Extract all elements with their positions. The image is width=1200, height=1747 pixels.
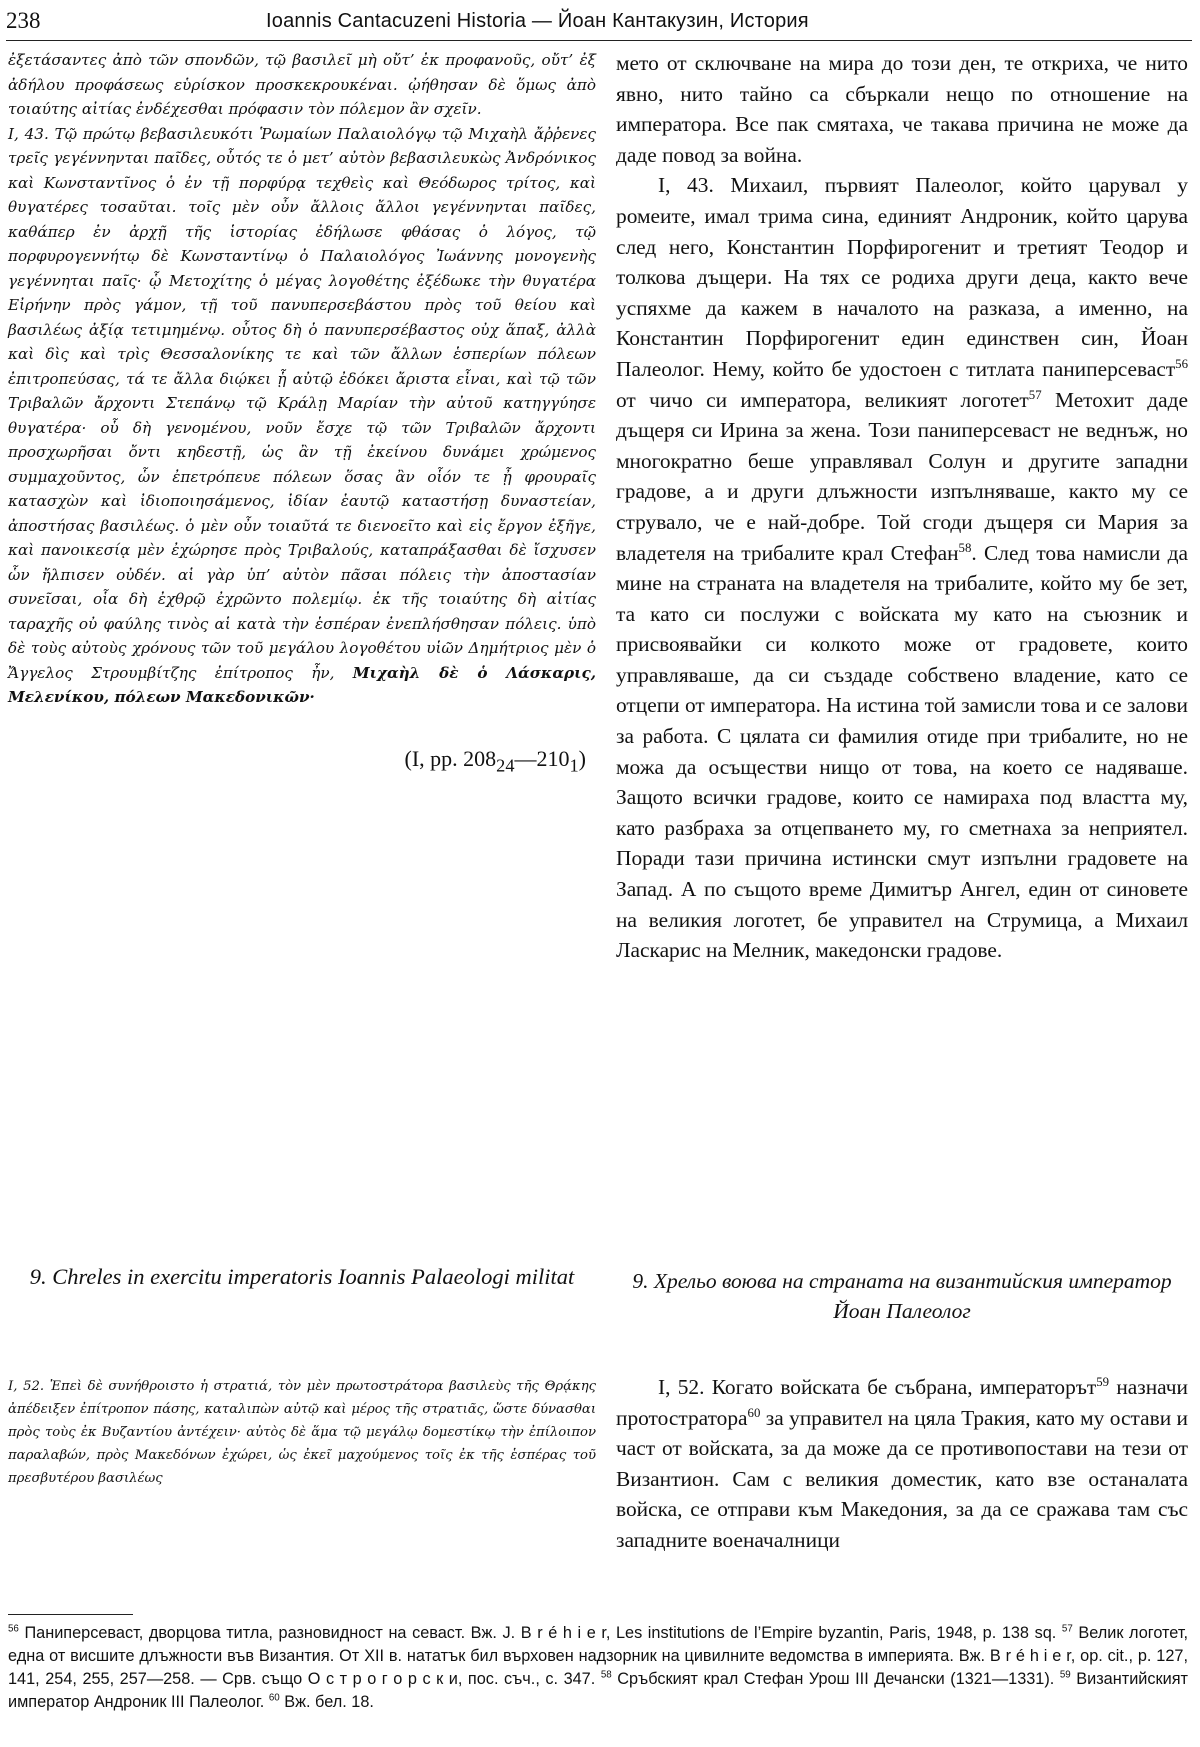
greek-text-intro: ἐξετάσαντες ἀπὸ τῶν σπονδῶν, τῷ βασιλεῖ μὴ οὔτ’ ἐκ προφανοῦς, οὔτ’ ἐξ ἀδήλου προφάσεως εὑρίσκον προσκεκρουκέναι. ᾠήθησαν δὲ ὅμως ἀπὸ τοιαύτης αἰτίας ἐνδέχεσθαι πρόφασιν τὸν πόλεμον ἂν σχεῖν. bbox=[8, 51, 596, 118]
bulgarian-paragraph-52: I, 52. Когато войската бе събрана, императорът$^{59}$ назначи протостратора$^{60}$ за управител на цяла Тракия, като му остави и част от войската, за да може да се противопостави на тези от Византион. Сам с великия доместик, като взе останалата войска, се отправи към Македония, за да се сражава там със западните военачалници bbox=[616, 1374, 1188, 1552]
greek-paragraph-52: I, 52. Ἐπεὶ δὲ συνήθροιστο ἡ στρατιά, τὸν μὲν πρωτοστράτορα βασιλεὺς τῆς Θρᾴκης ἀπέδειξεν ἐπίτροπον πάσης, καταλιπὼν αὐτῷ καὶ μέρος τῆς στρατιᾶς, ὥστε δύνασθαι πρὸς τοὺς ἐκ Βυζαντίου ἀντέχειν· αὐτὸς δὲ ἅμα τῷ μεγάλῳ δομεστίκῳ τὴν ἐπίλοιπον παραλαβών, πρὸς Μακεδόνων ἐχώρει, ὡς ἐκεῖ μαχούμενος τοῖς ἐκ τῆς ἑσπέρας τοῦ πρεσβυτέρου βασιλέως bbox=[8, 1379, 596, 1486]
section-title-bulgarian: 9. Хрельо воюва на страната на византийския император Йоан Палеолог bbox=[632, 1269, 1172, 1323]
page-number: 238 bbox=[6, 8, 41, 33]
greek-paragraph-text: Τῷ πρώτῳ βεβασιλευκότι Ῥωμαίων Παλαιολόγῳ τῷ Μιχαὴλ ἄῤῥενες τρεῖς γεγέννηνται παῖδες, οὗτός τε ὁ μετ’ αὐτὸν βεβασιλευκὼς Ἀνδρόνικος καὶ Κωνσταντῖνος ὁ ἐν τῇ πορφύρᾳ τεχθεὶς καὶ Θεόδωρος τρίτος, καὶ θυγατέρες τοσαῦται. τοῖς μὲν οὖν ἄλλοις ἄλλοι γεγέννηνται παῖδες, καθάπερ ἐν ἀρχῇ τῆς ἱστορίας ἐδήλωσε φθάσας ὁ λόγος, τῷ πορφυρογεννήτῳ δὲ Κωνσταντίνῳ ὁ Παλαιολόγος Ἰωάννης μονογενὴς γεγέννηται παῖς· ᾧ Μετοχίτης ὁ μέγας λογοθέτης ἐξέδωκε τὴν θυγατέρα Εἰρήνην πρὸς γάμον, τῇ τοῦ πανυπερσεβάστου πρὸς τοῦ θείου καὶ βασιλέως ἀξίᾳ τετιμημένῳ. οὗτος δὴ ὁ πανυπερσέβαστος οὐχ ἅπαξ, ἀλλὰ καὶ δὶς καὶ τρὶς Θεσσαλονίκης τε καὶ τῶν ἄλλων ἑσπερίων πόλεων ἐπιτροπεύσας, τά τε ἄλλα διῴκει ᾗ αὐτῷ ἐδόκει ἄριστα εἶναι, καὶ τῷ τῶν Τριβαλῶν ἄρχοντι Στεπάνῳ τῷ Κράλῃ Μαρίαν τὴν αὐτοῦ κατηγγύησε θυγατέρα· οὗ δὴ γενομένου, νοῦν ἔσχε τῷ τῶν Τριβαλῶν ἄρχοντι προσχωρῆσαι ὄντι κηδεστῇ, ὡς ἂν τῇ ἐκείνου δυνάμει χρώμενος συμμαχοῦντος, ὧν ἐπετρόπευε πόλεων ὅσας ἂν οἷόν τε ᾖ φρουραῖς κατασχὼν καὶ ἰδιοποιησάμενος, ἰδίαν ἑαυτῷ καταστήσῃ δυναστείαν, ἀποστήσας βασιλέως. ὁ μὲν οὖν τοιαῦτά τε διενοεῖτο καὶ εἰς ἔργον ἐξῆγε, καὶ πανοικεσίᾳ μὲν ἐχώρησε πρὸς Τριβαλούς, καταπράξασθαι δὲ ἴσχυσεν ὧν ἤλπισεν οὐδέν. αἱ γὰρ ὑπ’ αὐτὸν πᾶσαι πόλεις τὴν ἀποστασίαν συνεῖσαι, οἷα δὴ ἐχθρῷ ἐχρῶντο πολεμίῳ. ἐκ τῆς τοιαύτης δὴ αἰτίας ταραχῆς οὐ φαύλης τινὸς αἱ κατὰ τὴν ἑσπέραν ἐνεπλήσθησαν πόλεις. ὑπὸ δὲ τοὺς αὐτοὺς χρόνους τῶν τοῦ μεγάλου λογοθέτου υἱῶν Δημήτριος μὲν ὁ Ἄγγελος Στρουμβίτζης ἐπίτροπος ἦν, bbox=[8, 124, 597, 682]
running-title: Ioannis Cantacuzeni Historia — Йоан Кантакузин, История bbox=[266, 10, 809, 32]
footnote-ref-59[interactable]: 59 bbox=[1096, 1374, 1110, 1389]
greek-paragraph-ref: I, 43. bbox=[8, 124, 49, 143]
section-title-latin: 9. Chreles in exercitu imperatoris Ioannis Palaeologi militat bbox=[29, 1264, 575, 1289]
footnote-ref-58[interactable]: 58 bbox=[958, 540, 972, 555]
bulgarian-paragraph-intro: мето от сключване на мира до този ден, те откриха, че нито явно, нито тайно са сбъркали нещо по отношение на императора. Все пак смятаха, че такава причина не може да даде повод за война. bbox=[616, 51, 1188, 167]
footnote-ref-60[interactable]: 60 bbox=[747, 1405, 761, 1420]
footnote-56: Паниперсеваст, дворцова титла, разновидност на севаст. Вж. J. B r é h i e r, Les institutions de l’Empire byzantin, Paris, 1948, p. 138 sq. bbox=[18, 1624, 1057, 1642]
footnote-57: Велик логотет, една от висшите длъжности във Византия. От XII в. нататък бил върховен надзорник на цивилните ведомства в империята. Вж. B r é h i e r, op. cit., p. 127, 141, 254, 255, 257—258. — Срв. също О с т р о г о р с к и, пос. съч., с. 347. bbox=[8, 1624, 1189, 1688]
footnote-ref-56[interactable]: 56 bbox=[1175, 356, 1188, 371]
running-header bbox=[6, 6, 1192, 41]
bulgarian-paragraph-43: I, 43. Михаил, първият Палеолог, който царувал у ромеите, имал трима сина, единият Андроник, който царува след него, Константин Порфирогенит и третият Теодор и толкова дъщери. На тях се родиха други деца, както вече успяхме да кажем в началото на разказа, а именно, на Константин Порфирогенит един единствен син, Йоан Палеолог. Нему, който бе удостоен с титлата паниперсеваст$^{56}$ от чичо си императора, великият логотет$^{57}$ Метохит даде дъщеря си Ирина за жена. Този паниперсеваст не веднъж, но многократно беше управлявал Солун и другите западни градове, а и други длъжности изпълняваше, както му се струвало, че е най-добре. Той сгоди дъщеря си Мария за владетеля на трибалите крал Стефан$^{58}$. След това намисли да мине на страната на владетеля на трибалите, който му бе зет, та като си послужи с войската му като на съюзник и присвоявайки си колкото може от градовете, които управляваше, да си създаде собствено владение, като се отцепи от императора. На истина той замисли това и се залови за работа. С цялата си фамилия отиде при трибалите, но не можа да осъществи нищо от това, на което се надяваше. Защото всички градове, които се намираха под властта му, като разбраха за отцепването му, го сметнаха за неприятел. Поради тази причина истински смут изпълни градовете на Запад. А по същото време Димитър Ангел, един от синовете на великия логотет, бе управител на Струмица, а Михаил Ласкарис на Мелник, македонски градове. bbox=[616, 173, 1189, 963]
footnote-divider bbox=[8, 1614, 133, 1615]
footnote-58: Сръбският крал Стефан Урош III Дечански (1321—1331). bbox=[611, 1670, 1055, 1688]
footnote-60: Вж. бел. 18. bbox=[279, 1693, 374, 1711]
greek-column bbox=[8, 48, 596, 776]
footnote-ref-57[interactable]: 57 bbox=[1028, 387, 1042, 402]
bulgarian-column bbox=[616, 48, 1188, 966]
source-citation: (I, pp. $208_{24}—210_1$) bbox=[404, 745, 586, 775]
greek-paragraph-43 bbox=[8, 122, 596, 710]
footnote-59: Византийският император Андроник III Палеолог. bbox=[8, 1670, 1189, 1711]
footnotes: $^{56}$ Паниперсеваст, дворцова титла, разновидност на севаст. Вж. J. B r é h i e r, Les institutions de l’Empire byzantin, Paris, 1948, p. 138 sq. $^{57}$ Велик логотет, една от висшите длъжности във Византия. От XII в. нататък бил върховен надзорник на цивилните ведомства в империята. Вж. B r é h i e r, op. cit., p. 127, 141, 254, 255, 257—258. — Срв. също О с т р о г о р с к и, пос. съч., с. 347. $^{58}$ Сръбският крал Стефан Урош III Дечански (1321—1331). $^{59}$ Византийският император Андроник III Палеолог. $^{60}$ Вж. бел. 18. bbox=[8, 1623, 1189, 1711]
greek-paragraph-end: Μιχαὴλ δὲ ὁ Λάσκαρις, Μελενίκου, πόλεων Μακεδονικῶν· bbox=[8, 663, 596, 706]
